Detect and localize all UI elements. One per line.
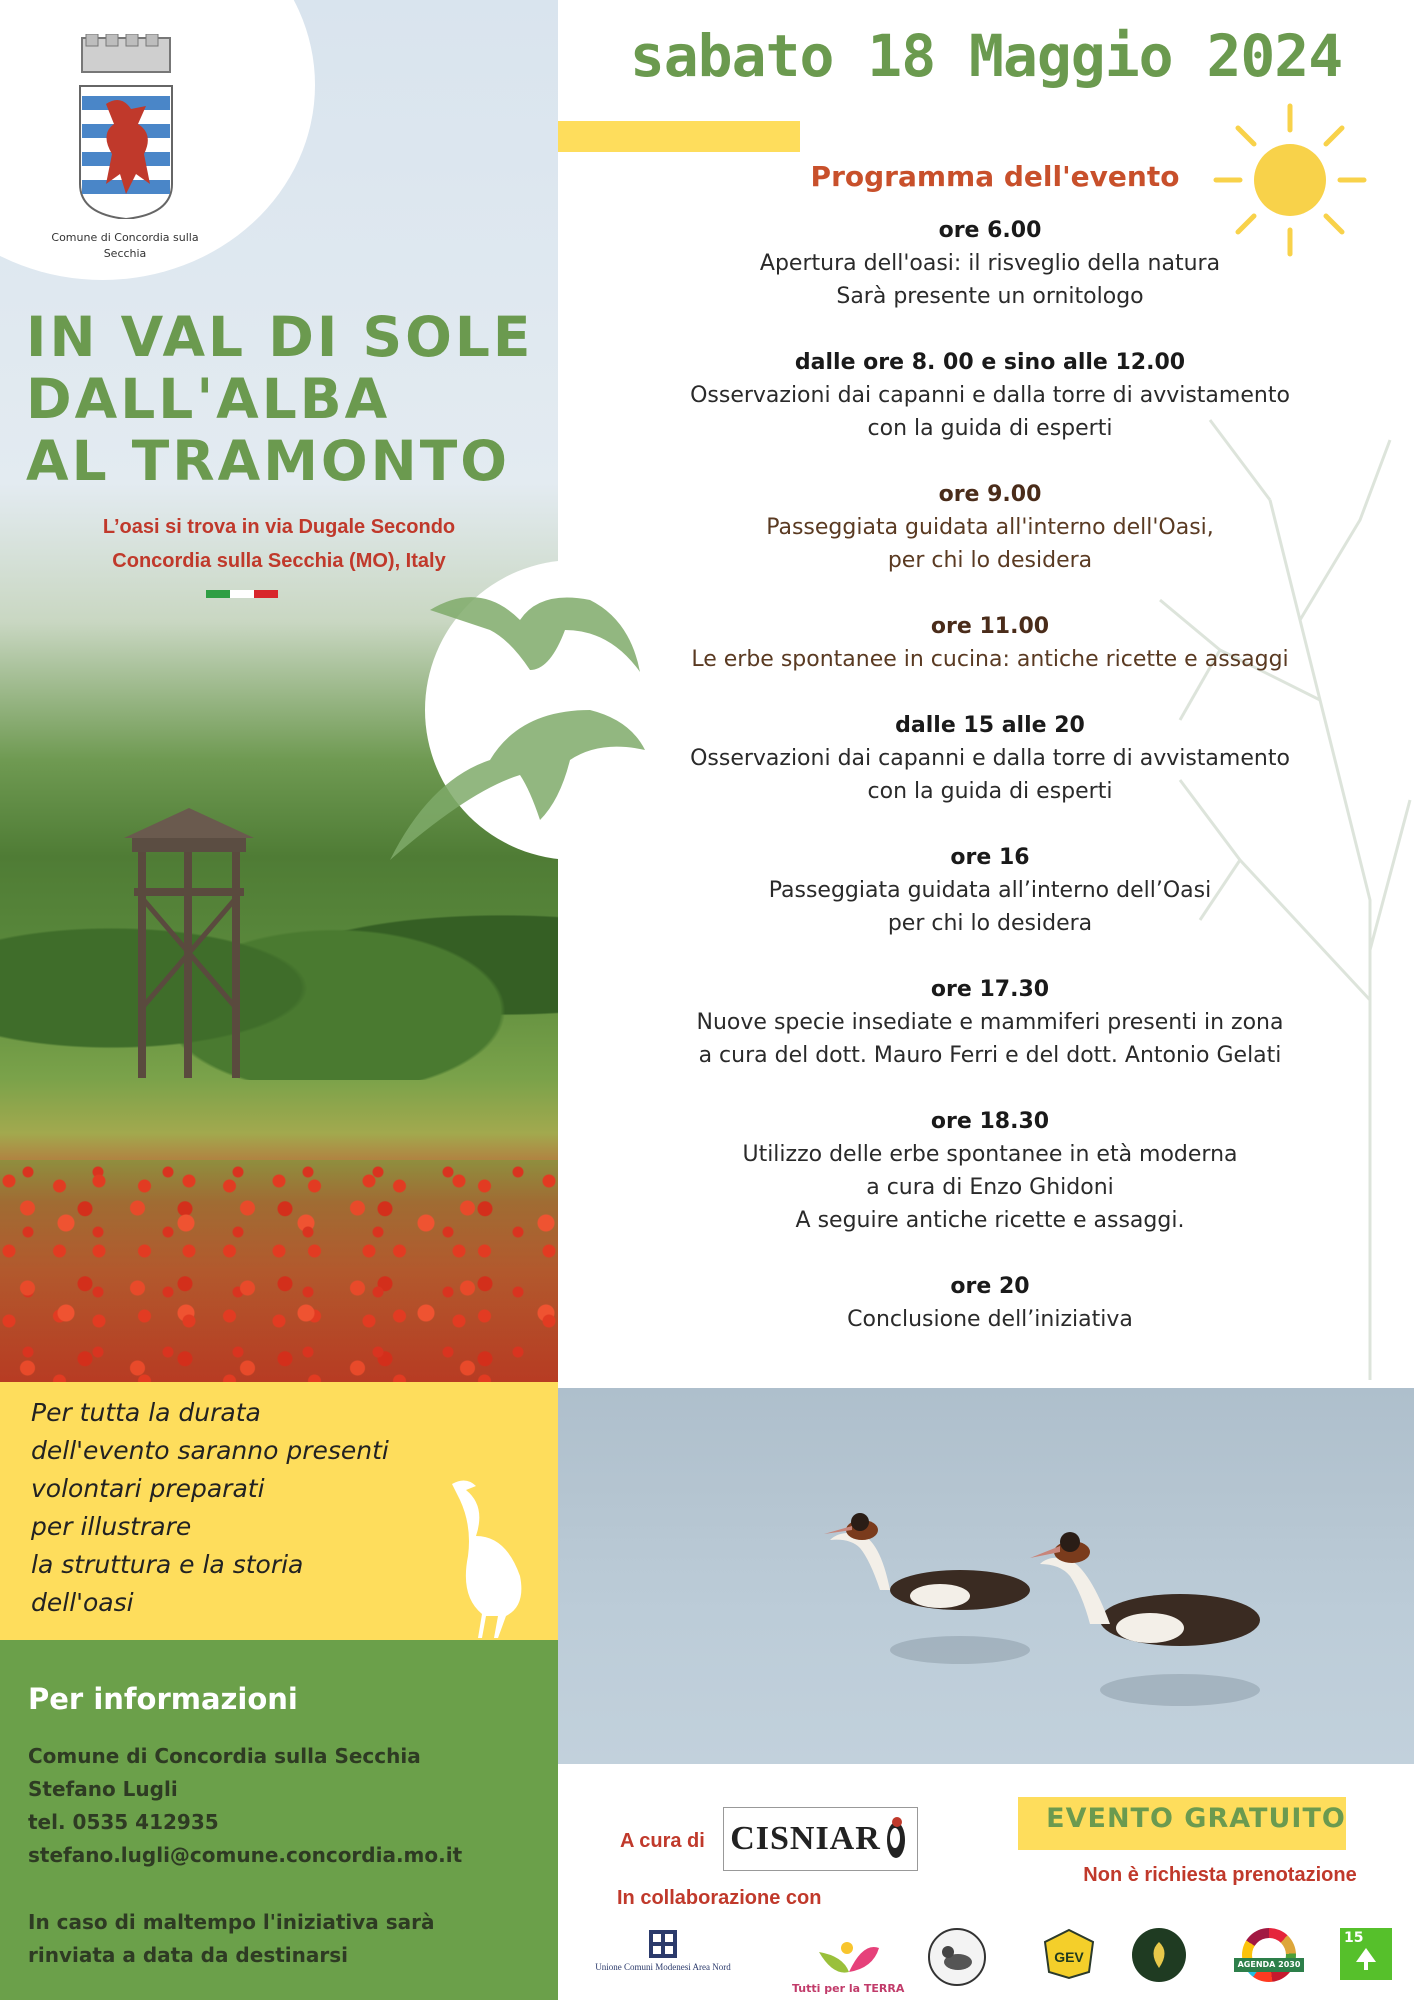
grebes-illustration <box>820 1500 1340 1740</box>
entry-desc: Utilizzo delle erbe spontanee in età moderna <box>742 1142 1238 1167</box>
entry-desc: Nuove specie insediate e mammiferi presenti in zona <box>696 1010 1284 1035</box>
entry-time: ore 20 <box>950 1274 1030 1299</box>
schedule-entry <box>630 346 1350 445</box>
contact-phone[interactable]: tel. 0535 412935 <box>28 1810 219 1834</box>
italian-flag-icon <box>206 590 278 598</box>
entry-desc: con la guida di esperti <box>867 416 1113 441</box>
gev-text: GEV <box>1054 1949 1084 1965</box>
weather-line: rinviata a data da destinarsi <box>28 1943 348 1967</box>
tutti-text: Tutti per la TERRA <box>792 1982 905 1995</box>
entry-time: ore 6.00 <box>938 218 1042 243</box>
schedule-entry <box>630 1270 1350 1336</box>
cura-label: A cura di <box>620 1830 705 1852</box>
volunteers-text <box>31 1394 451 1622</box>
tutti-emblem-icon <box>813 1932 883 1982</box>
contact-person: Stefano Lugli <box>28 1777 178 1801</box>
sdg15-logo <box>1340 1928 1392 1980</box>
agenda-2030-logo <box>1237 1928 1301 1982</box>
entry-desc: a cura del dott. Mauro Ferri e del dott. Antonio Gelati <box>698 1043 1282 1068</box>
entry-desc: Sarà presente un ornitologo <box>836 284 1144 309</box>
unione-comuni-logo <box>595 1930 731 1972</box>
entry-desc: A seguire antiche ricette e assaggi. <box>795 1208 1185 1233</box>
entry-desc: Le erbe spontanee in cucina: antiche ricette e assaggi <box>691 647 1289 672</box>
tutti-per-la-terra-logo <box>792 1932 904 1995</box>
contact-email[interactable]: stefano.lugli@comune.concordia.mo.it <box>28 1843 463 1867</box>
collaboration-label: In collaborazione con <box>617 1887 822 1909</box>
event-title-line-2: DALL'ALBA <box>26 367 391 431</box>
yellow-accent-bar <box>558 121 800 152</box>
woodpecker-icon <box>881 1814 911 1864</box>
entry-desc: Apertura dell'oasi: il risveglio della natura <box>759 251 1221 276</box>
weather-line: In caso di maltempo l'iniziativa sarà <box>28 1910 435 1934</box>
watchtower-illustration <box>124 808 254 1078</box>
schedule-entry <box>630 214 1350 313</box>
weather-note <box>28 1906 435 1972</box>
schedule-entry <box>630 478 1350 577</box>
volunteers-line: per illustrare <box>31 1512 192 1541</box>
no-booking-note: Non è richiesta prenotazione <box>1083 1864 1357 1886</box>
schedule-entry <box>630 841 1350 940</box>
contact-info <box>28 1740 462 1872</box>
entry-desc: Osservazioni dai capanni e dalla torre di avvistamento <box>690 746 1290 771</box>
entry-desc: per chi lo desidera <box>887 548 1093 573</box>
info-title: Per informazioni <box>28 1682 298 1716</box>
entry-desc: Passeggiata guidata all’interno dell’Oasi <box>768 878 1212 903</box>
entry-time: ore 17.30 <box>930 977 1050 1002</box>
entry-desc: a cura di Enzo Ghidoni <box>866 1175 1114 1200</box>
schedule-entry <box>630 1105 1350 1237</box>
entry-time: ore 9.00 <box>938 482 1042 507</box>
unione-emblem-icon <box>649 1930 677 1958</box>
sdg15-number: 15 <box>1344 1930 1364 1946</box>
trees-illustration <box>0 850 558 1080</box>
duck-icon <box>930 1930 984 1984</box>
entry-desc: con la guida di esperti <box>867 779 1113 804</box>
entry-time: ore 11.00 <box>930 614 1050 639</box>
entry-time: dalle ore 8. 00 e sino alle 12.00 <box>794 350 1186 375</box>
schedule-entry <box>630 709 1350 808</box>
entry-desc: Passeggiata guidata all'interno dell'Oasi, <box>766 515 1214 540</box>
event-title-line-1: IN VAL DI SOLE <box>26 305 534 369</box>
coat-of-arms-icon <box>76 34 176 219</box>
volunteers-line: Per tutta la durata <box>31 1398 261 1427</box>
agenda-text: AGENDA 2030 <box>1234 1958 1304 1972</box>
volunteers-line: dell'evento saranno presenti <box>31 1436 389 1465</box>
entry-time: dalle 15 alle 20 <box>895 713 1085 738</box>
program-schedule <box>630 214 1350 1369</box>
contact-org: Comune di Concordia sulla Secchia <box>28 1744 421 1768</box>
volunteers-line: la struttura e la storia <box>31 1550 304 1579</box>
unione-text: Unione Comuni Modenesi Area Nord <box>595 1962 731 1972</box>
leaf-icon <box>1132 1928 1186 1982</box>
cisniar-logo <box>723 1807 918 1871</box>
free-event-label: EVENTO GRATUITO <box>1046 1803 1346 1834</box>
gev-modena-logo <box>1043 1928 1095 1980</box>
schedule-entry <box>630 973 1350 1072</box>
cisniar-text: CISNIAR <box>730 1820 881 1857</box>
event-date: sabato 18 Maggio 2024 <box>629 22 1343 90</box>
duck-association-logo <box>928 1928 986 1986</box>
entry-desc: Osservazioni dai capanni e dalla torre di avvistamento <box>690 383 1290 408</box>
entry-desc: Conclusione dell’iniziativa <box>847 1307 1133 1332</box>
schedule-entry <box>630 610 1350 676</box>
entry-time: ore 18.30 <box>930 1109 1050 1134</box>
heron-icon <box>446 1476 536 1638</box>
address-line-1: L’oasi si trova in via Dugale Secondo <box>102 516 456 538</box>
program-title: Programma dell'evento <box>810 160 1180 193</box>
comune-name: Comune di Concordia sulla Secchia <box>51 231 199 260</box>
volunteers-line: volontari preparati <box>31 1474 265 1503</box>
volunteers-line: dell'oasi <box>31 1588 134 1617</box>
gulls-icon <box>390 560 660 880</box>
address-line-2: Concordia sulla Secchia (MO), Italy <box>112 550 446 572</box>
gev-emblem-icon <box>1043 1928 1095 1980</box>
event-title-line-3: AL TRAMONTO <box>26 429 510 493</box>
entry-time: ore 16 <box>950 845 1030 870</box>
green-association-logo <box>1132 1928 1186 1982</box>
poppies-illustration <box>0 1160 558 1382</box>
entry-desc: per chi lo desidera <box>887 911 1093 936</box>
